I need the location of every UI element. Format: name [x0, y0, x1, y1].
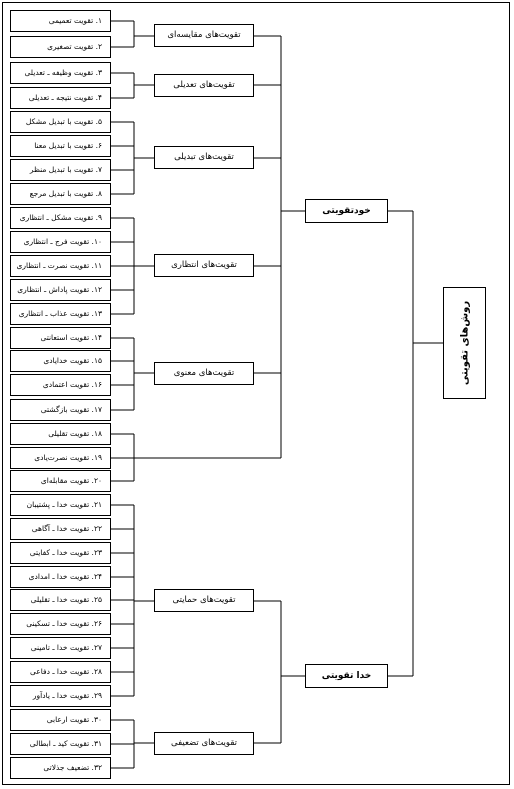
leaf-item: ۲۳. تقویت خدا ـ کفایتی — [10, 542, 111, 564]
leaf-item: ۸. تقویت با تبدیل مرجع — [10, 183, 111, 205]
leaf-item: ۲۹. تقویت خدا ـ یادآور — [10, 685, 111, 707]
branch-node-god-reinforcement: خدا تقویتی — [305, 664, 388, 688]
leaf-item: ۶. تقویت با تبدیل معنا — [10, 135, 111, 157]
leaf-item: ۱۷. تقویت بازگشتی — [10, 399, 111, 421]
leaf-item: ۲۵. تقویت خدا ـ تقلیلی — [10, 589, 111, 611]
leaf-item: ۹. تقویت مشکل ـ انتظاری — [10, 207, 111, 229]
category-node: تقویت‌های تضعیفی — [154, 732, 254, 755]
category-node: تقویت‌های معنوی — [154, 362, 254, 385]
leaf-item: ۲۸. تقویت خدا ـ دفاعی — [10, 661, 111, 683]
leaf-item: ۳۲. تضعیف جذلاتی — [10, 757, 111, 779]
leaf-item: ۲. تقویت تصغیری — [10, 36, 111, 58]
leaf-item: ۳۱. تقویت کید ـ ابطالی — [10, 733, 111, 755]
category-node: تقویت‌های تعدیلی — [154, 74, 254, 97]
leaf-item: ۱۰. تقویت فرج ـ انتظاری — [10, 231, 111, 253]
leaf-item: ۴. تقویت نتیجه ـ تعدیلی — [10, 87, 111, 109]
leaf-item: ۳. تقویت وظیفه ـ تعدیلی — [10, 62, 111, 84]
leaf-item: ۱. تقویت تعمیمی — [10, 10, 111, 32]
leaf-item: ۱۶. تقویت اعتمادی — [10, 374, 111, 396]
category-node: تقویت‌های حمایتی — [154, 589, 254, 612]
leaf-item: ۲۲. تقویت خدا ـ آگاهی — [10, 518, 111, 540]
root-node — [443, 287, 486, 399]
leaf-item: ۱۲. تقویت پاداش ـ انتظاری — [10, 279, 111, 301]
leaf-item: ۵. تقویت با تبدیل مشکل — [10, 111, 111, 133]
leaf-item: ۲۰. تقویت مقابله‌ای — [10, 470, 111, 492]
branch-node-self-reinforcement: خودتقویتی — [305, 199, 388, 223]
leaf-item: ۲۶. تقویت خدا ـ تسکینی — [10, 613, 111, 635]
category-node: تقویت‌های انتظاری — [154, 254, 254, 277]
leaf-item: ۱۴. تقویت استعانتی — [10, 327, 111, 349]
category-node: تقویت‌های تبدیلی — [154, 146, 254, 169]
leaf-item: ۱۱. تقویت نصرت ـ انتظاری — [10, 255, 111, 277]
leaf-item: ۱۳. تقویت عذاب ـ انتظاری — [10, 303, 111, 325]
leaf-item: ۱۵. تقویت خدایادی — [10, 350, 111, 372]
leaf-item: ۳۰. تقویت ارعابی — [10, 709, 111, 731]
leaf-item: ۱۸. تقویت تقلیلی — [10, 423, 111, 445]
leaf-item: ۲۱. تقویت خدا ـ پشتیبان — [10, 494, 111, 516]
leaf-item: ۲۷. تقویت خدا ـ تامینی — [10, 637, 111, 659]
root-label: روش‌های تقویتی — [459, 300, 470, 386]
leaf-item: ۷. تقویت با تبدیل منظر — [10, 159, 111, 181]
category-node: تقویت‌های مقایسه‌ای — [154, 24, 254, 47]
leaf-item: ۱۹. تقویت نصرت‌یادی — [10, 447, 111, 469]
leaf-item: ۲۴. تقویت خدا ـ امدادی — [10, 566, 111, 588]
